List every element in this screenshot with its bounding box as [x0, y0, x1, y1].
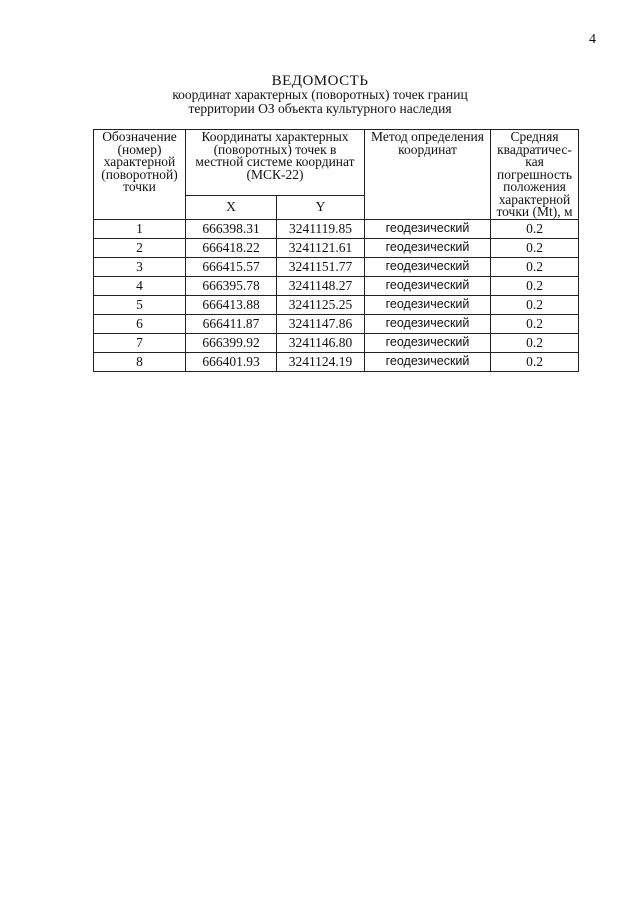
- cell-y: 3241121.61: [277, 238, 365, 257]
- cell-error: 0.2: [491, 276, 579, 295]
- table-row: [94, 238, 579, 257]
- cell-y: 3241124.19: [277, 352, 365, 371]
- header-coordinates: Координаты характерных (поворотных) точек в местной системе координат (МСК-22): [186, 130, 365, 196]
- document-subtitle-line1: координат характерных (поворотных) точек границ: [172, 87, 468, 102]
- cell-method: геодезический: [365, 257, 491, 276]
- coordinates-table: [93, 129, 579, 372]
- cell-error: 0.2: [491, 314, 579, 333]
- cell-point-number: 3: [94, 257, 186, 276]
- cell-point-number: 2: [94, 238, 186, 257]
- cell-y: 3241147.86: [277, 314, 365, 333]
- table-row: [94, 352, 579, 371]
- cell-y: 3241125.25: [277, 295, 365, 314]
- cell-method: геодезический: [365, 352, 491, 371]
- cell-method: геодезический: [365, 314, 491, 333]
- header-error: Средняя квадратичес-кая погрешность положения характерной точки (Mt), м: [491, 130, 579, 220]
- table-body: [94, 219, 579, 371]
- cell-x: 666415.57: [186, 257, 277, 276]
- cell-error: 0.2: [491, 333, 579, 352]
- page-number: 4: [589, 32, 596, 47]
- cell-method: геодезический: [365, 219, 491, 238]
- document-title: ВЕДОМОСТЬ: [271, 73, 369, 89]
- cell-y: 3241119.85: [277, 219, 365, 238]
- cell-x: 666399.92: [186, 333, 277, 352]
- cell-y: 3241146.80: [277, 333, 365, 352]
- document-subtitle-line2: территории ОЗ объекта культурного наследия: [188, 101, 452, 116]
- table-row: [94, 295, 579, 314]
- table-row: [94, 276, 579, 295]
- header-x: X: [186, 195, 277, 219]
- cell-point-number: 6: [94, 314, 186, 333]
- header-y: Y: [277, 195, 365, 219]
- cell-point-number: 7: [94, 333, 186, 352]
- cell-method: геодезический: [365, 276, 491, 295]
- cell-x: 666395.78: [186, 276, 277, 295]
- table-row: [94, 219, 579, 238]
- cell-x: 666418.22: [186, 238, 277, 257]
- table-row: [94, 333, 579, 352]
- table-row: [94, 257, 579, 276]
- cell-y: 3241151.77: [277, 257, 365, 276]
- cell-error: 0.2: [491, 238, 579, 257]
- cell-error: 0.2: [491, 295, 579, 314]
- cell-point-number: 1: [94, 219, 186, 238]
- cell-x: 666411.87: [186, 314, 277, 333]
- cell-error: 0.2: [491, 257, 579, 276]
- cell-point-number: 8: [94, 352, 186, 371]
- cell-method: геодезический: [365, 333, 491, 352]
- cell-x: 666398.31: [186, 219, 277, 238]
- cell-error: 0.2: [491, 352, 579, 371]
- cell-method: геодезический: [365, 238, 491, 257]
- cell-point-number: 4: [94, 276, 186, 295]
- cell-x: 666401.93: [186, 352, 277, 371]
- header-method: Метод определения координат: [365, 130, 491, 220]
- table-row: [94, 314, 579, 333]
- cell-method: геодезический: [365, 295, 491, 314]
- cell-x: 666413.88: [186, 295, 277, 314]
- cell-y: 3241148.27: [277, 276, 365, 295]
- document-header: [0, 74, 640, 116]
- header-designation: Обозначение (номер) характерной (поворотной) точки: [94, 130, 186, 220]
- cell-error: 0.2: [491, 219, 579, 238]
- cell-point-number: 5: [94, 295, 186, 314]
